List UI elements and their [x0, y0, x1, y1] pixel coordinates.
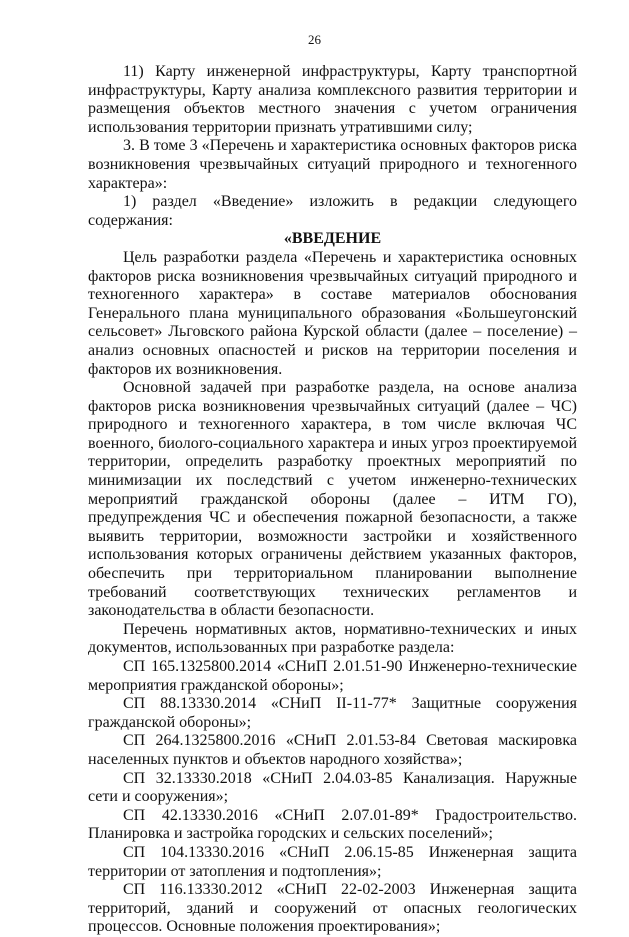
page-number: 26 [308, 32, 321, 47]
paragraph: 1) раздел «Введение» изложить в редакции следующего содержания: [88, 193, 577, 229]
reference-item: СП 116.13330.2012 «СНиП 22-02-2003 Инженерная защита территорий, зданий и сооружений от опасных геологических процессов. Основные положения проектирования»; [88, 881, 577, 936]
document-body [88, 63, 577, 937]
reference-item: СП 88.13330.2014 «СНиП II-11-77* Защитные сооружения гражданской обороны»; [88, 695, 577, 731]
reference-item: СП 104.13330.2016 «СНиП 2.06.15-85 Инженерная защита территории от затопления и подтопления»; [88, 843, 577, 880]
paragraph: 3. В томе 3 «Перечень и характеристика основных факторов риска возникновения чрезвычайных ситуаций природного и техногенного характера»: [88, 137, 577, 192]
paragraph: Основной задачей при разработке раздела, на основе анализа факторов риска возникновения чрезвычайных ситуаций (далее – ЧС) природного и техногенного характера, в том числе включая ЧС военного, биолого-социального характера и иных угроз проектируемой территории, определить разработку проектных мероприятий по минимизации их последствий с учетом инженерно-технических мероприятий гражданской обороны (далее – ИТМ ГО), предупреждения ЧС и обеспечения пожарной безопасности, а также выявить территории, возможности застройки и хозяйственного использования которых ограничены действием указанных факторов, обеспечить при территориальном планировании выполнение требований соответствующих технических регламентов и законодательства в области безопасности. [88, 379, 577, 620]
reference-item: СП 264.1325800.2016 «СНиП 2.01.53-84 Световая маскировка населенных пунктов и объектов народного хозяйства»; [88, 732, 577, 768]
paragraph: 11) Карту инженерной инфраструктуры, Карту транспортной инфраструктуры, Карту анализа комплексного развития территории и размещения объектов местного значения с учетом ограничения использования территории признать утратившими силу; [88, 63, 577, 136]
reference-item: СП 165.1325800.2014 «СНиП 2.01.51-90 Инженерно-технические мероприятия гражданской обороны»; [88, 658, 577, 694]
section-heading: «ВВЕДЕНИЕ [283, 230, 382, 248]
paragraph: Цель разработки раздела «Перечень и характеристика основных факторов риска возникновения чрезвычайных ситуаций природного и техногенного характера» в составе материалов обоснования Генерального плана муниципального образования «Большеугонский сельсовет» Льговского района Курской области (далее – поселение) – анализ основных опасностей и рисков на территории поселения и факторов их возникновения. [88, 248, 577, 378]
paragraph: Перечень нормативных актов, нормативно-технических и иных документов, использованных при разработке раздела: [88, 620, 577, 657]
reference-item: СП 32.13330.2018 «СНиП 2.04.03-85 Канализация. Наружные сети и сооружения»; [88, 769, 577, 806]
reference-item: СП 42.13330.2016 «СНиП 2.07.01-89* Градостроительство. Планировка и застройка городских и сельских поселений»; [88, 806, 577, 843]
